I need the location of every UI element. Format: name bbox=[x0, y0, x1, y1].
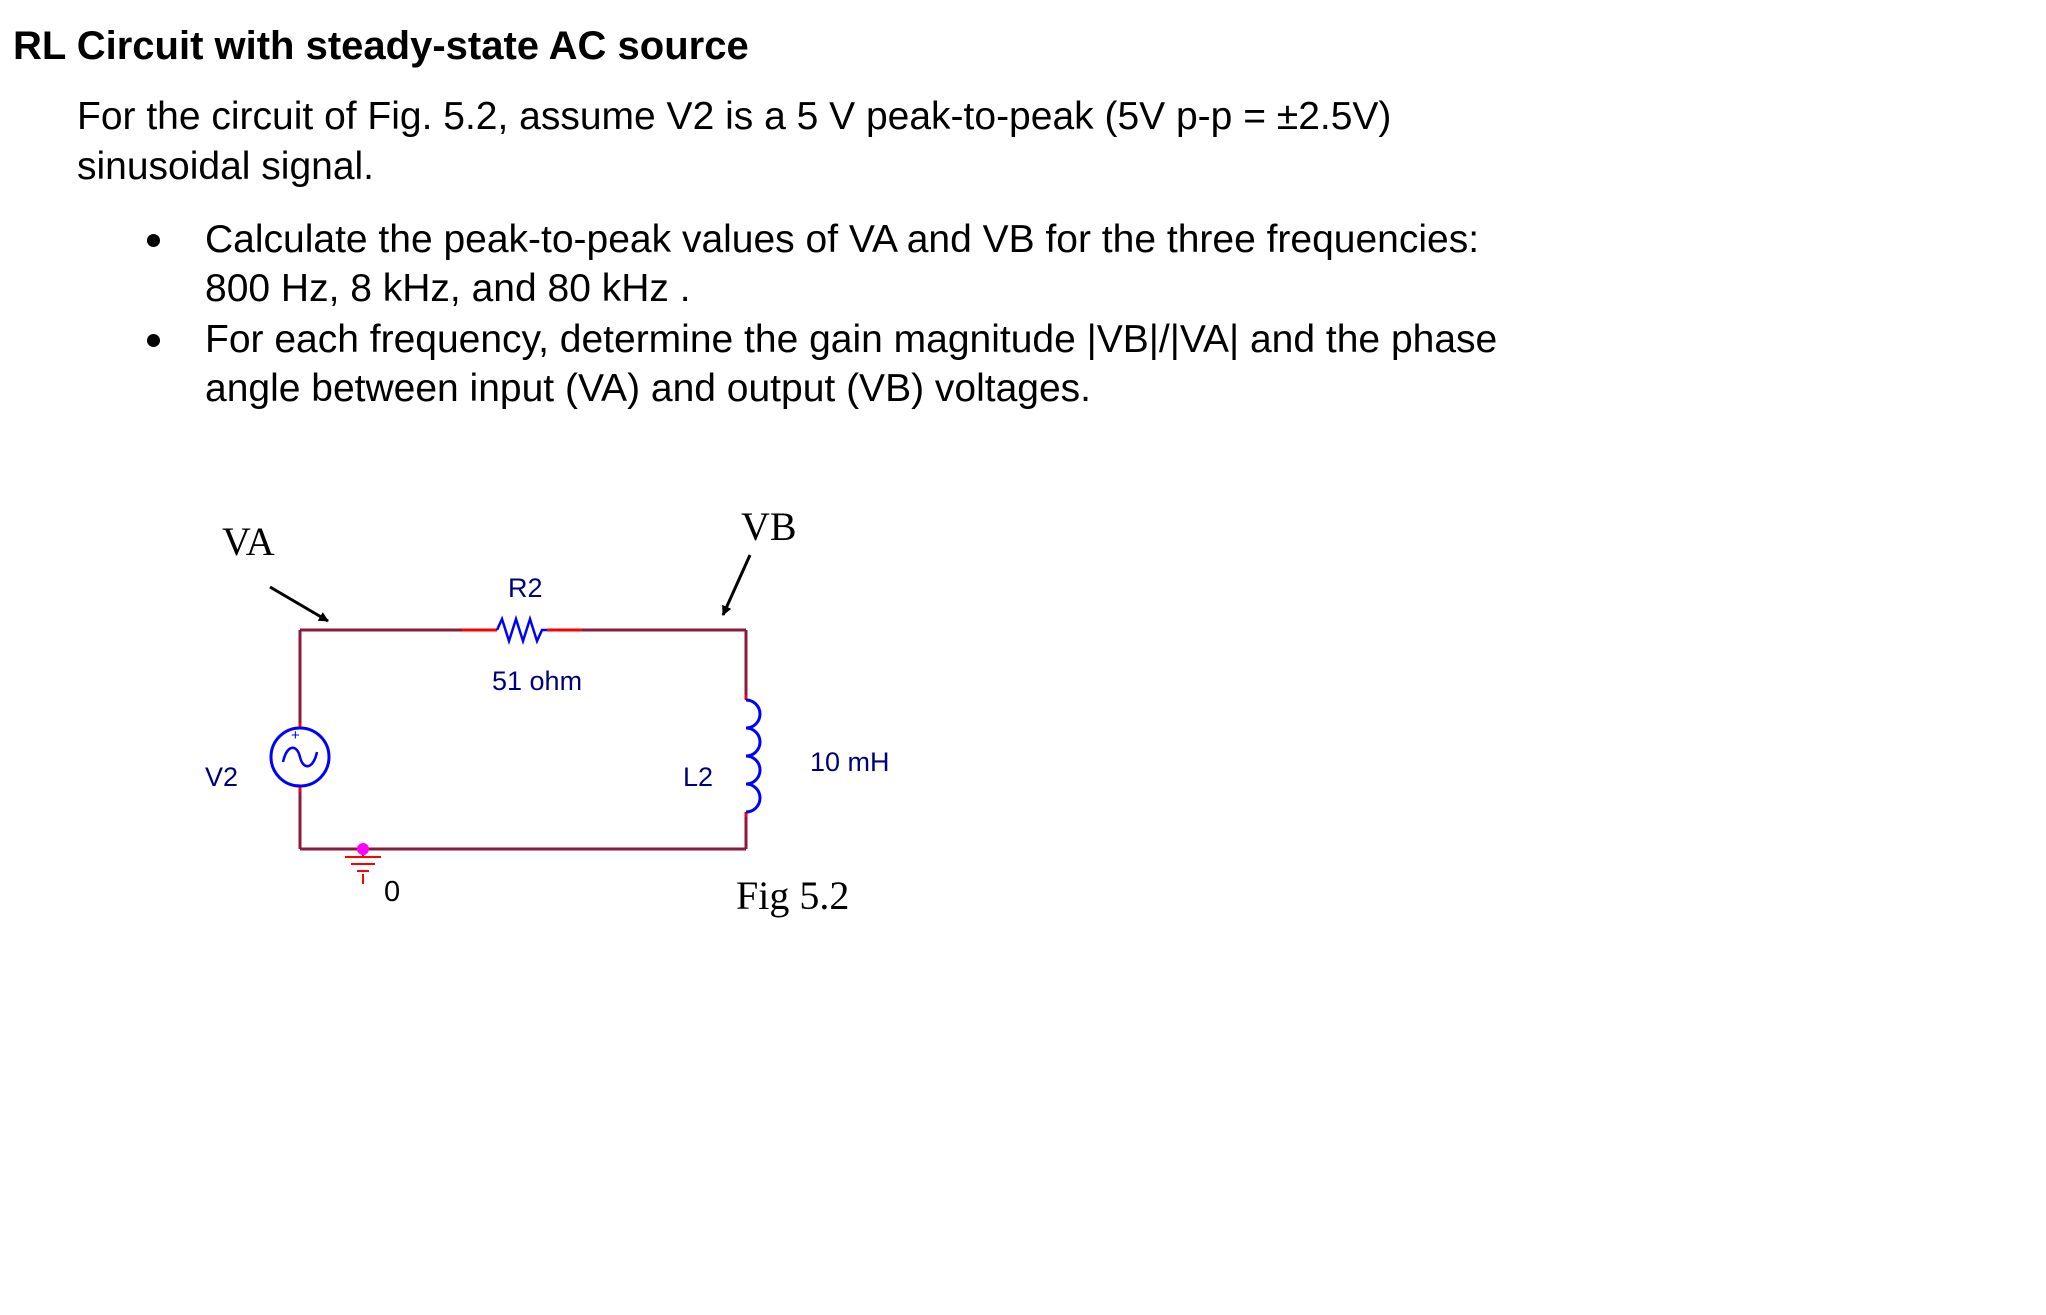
ground-node-label: 0 bbox=[384, 876, 401, 908]
vb-arrow-icon bbox=[723, 555, 750, 615]
intro-line-2: sinusoidal signal. bbox=[77, 145, 375, 188]
task-line: 800 Hz, 8 kHz, and 80 kHz . bbox=[205, 267, 691, 310]
ac-source-icon bbox=[271, 723, 329, 793]
source-name-label: V2 bbox=[205, 762, 239, 792]
va-arrow-icon bbox=[270, 587, 328, 621]
task-line: angle between input (VA) and output (VB) voltages. bbox=[205, 367, 1091, 410]
resistor-name-label: R2 bbox=[508, 573, 543, 603]
figure-caption: Fig 5.2 bbox=[736, 873, 850, 918]
node-a-label: VA bbox=[222, 519, 275, 564]
node-b-label: VB bbox=[741, 504, 797, 549]
page-title: RL Circuit with steady-state AC source bbox=[13, 24, 749, 68]
resistor-value-label: 51 ohm bbox=[492, 666, 583, 696]
resistor-icon bbox=[462, 619, 582, 641]
task-line: For each frequency, determine the gain magnitude |VB|/|VA| and the phase bbox=[205, 318, 1498, 361]
source-minus-label: - bbox=[295, 776, 300, 793]
inductor-value-label: 10 mH bbox=[810, 747, 890, 777]
source-plus-label: + bbox=[291, 727, 300, 744]
circuit-wires bbox=[300, 630, 746, 849]
intro-line-1: For the circuit of Fig. 5.2, assume V2 is a 5 V peak-to-peak (5V p-p = ±2.5V) bbox=[77, 95, 1392, 138]
inductor-icon bbox=[746, 695, 760, 817]
task-line: Calculate the peak-to-peak values of VA and VB for the three frequencies: bbox=[205, 218, 1480, 261]
inductor-name-label: L2 bbox=[683, 762, 714, 792]
